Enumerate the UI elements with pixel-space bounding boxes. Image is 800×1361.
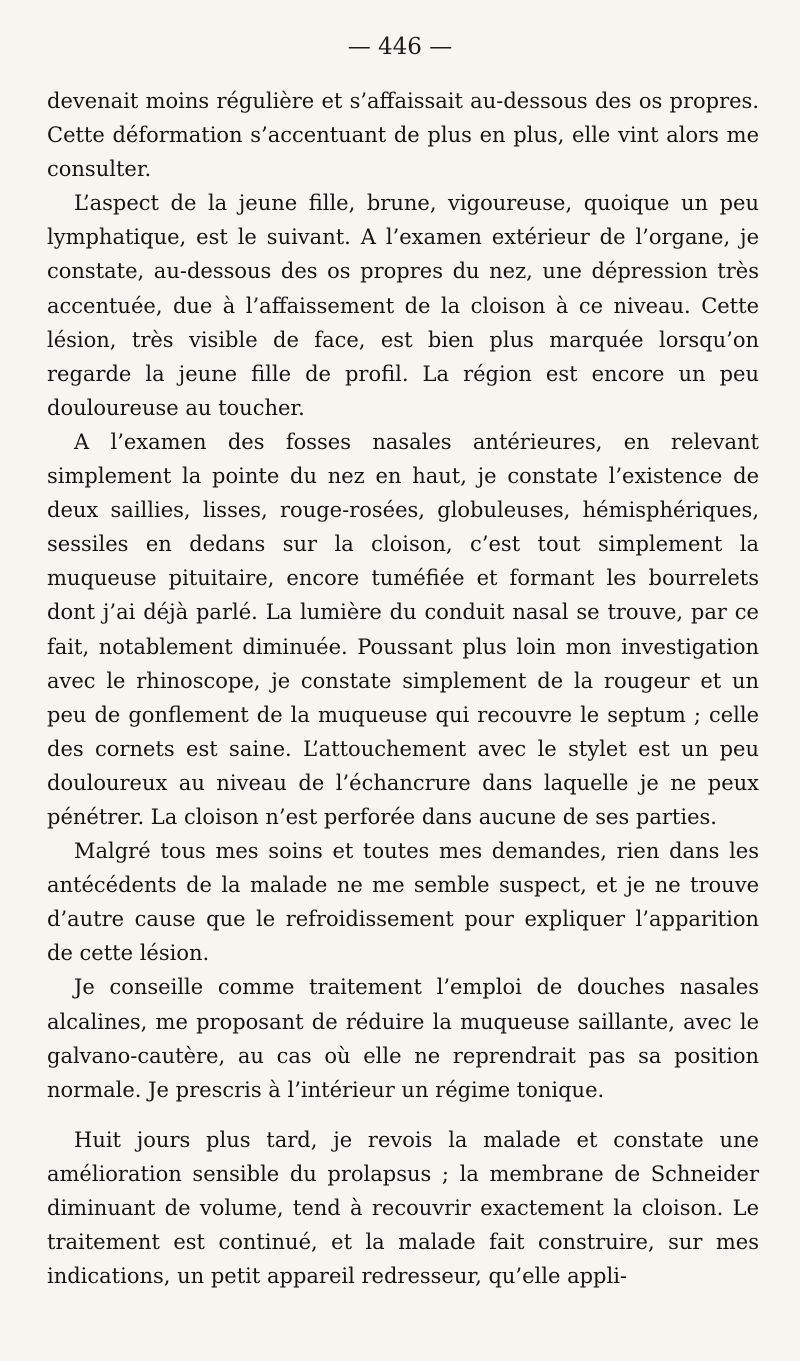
paragraph-traitement: Je conseille comme traitement l’emploi de douches nasales alcalines, me proposant de réduire la muqueuse saillante, avec le galvano-cautère, au cas où elle ne reprendrait pas sa position normale. Je prescris à l’intérieur un régime tonique. xyxy=(47,975,759,1102)
paragraph-aspect: L’aspect de la jeune fille, brune, vigoureuse, quoique un peu lymphatique, est le suivant. A l’examen extérieur de l’organe, je constate, au-dessous des os propres du nez, une dépression très accentuée, due à l’affaissement de la cloison à ce niveau. Cette lésion, très visible de face, est bien plus marquée lorsqu’on regarde la jeune fille de profil. La région est encore un peu douloureuse au toucher. xyxy=(47,191,759,420)
paragraph-huit-jours: Huit jours plus tard, je revois la malade et constate une amélioration sensible du prolapsus ; la membrane de Schneider diminuant de volume, tend à recouvrir exactement la cloison. Le traitement est continué, et la malade fait construire, sur mes indications, un petit appareil redresseur, qu’elle appli- xyxy=(47,1127,759,1289)
page-number: — 446 — xyxy=(347,34,453,60)
paragraph-examen: A l’examen des fosses nasales antérieures, en relevant simplement la pointe du nez en haut, je constate l’existence de deux saillies, lisses, rouge-rosées, globuleuses, hémisphériques, sessiles en dedans sur la cloison, c’est tout simplement la muqueuse pituitaire, encore tuméfiée et formant les bourrelets dont j’ai déjà parlé. La lumière du conduit nasal se trouve, par ce fait, notablement diminuée. Poussant plus loin mon investigation avec le rhinoscope, je constate simplement de la rougeur et un peu de gonflement de la muqueuse qui recouvre le septum ; celle des cornets est saine. L’attouchement avec le stylet est un peu douloureux au niveau de l’échancrure dans laquelle je ne peux pénétrer. La cloison n’est perforée dans aucune de ses parties. xyxy=(47,429,759,829)
paragraph-continuation: devenait moins régulière et s’affaissait au-dessous des os propres. Cette déformation s’accentuant de plus en plus, elle vint alors me consulter. xyxy=(47,89,759,182)
body-text xyxy=(47,84,759,1293)
paragraph-antecedents: Malgré tous mes soins et toutes mes demandes, rien dans les antécédents de la malade ne me semble suspect, et je ne trouve d’autre cause que le refroidissement pour expliquer l’apparition de cette lésion. xyxy=(47,839,759,966)
